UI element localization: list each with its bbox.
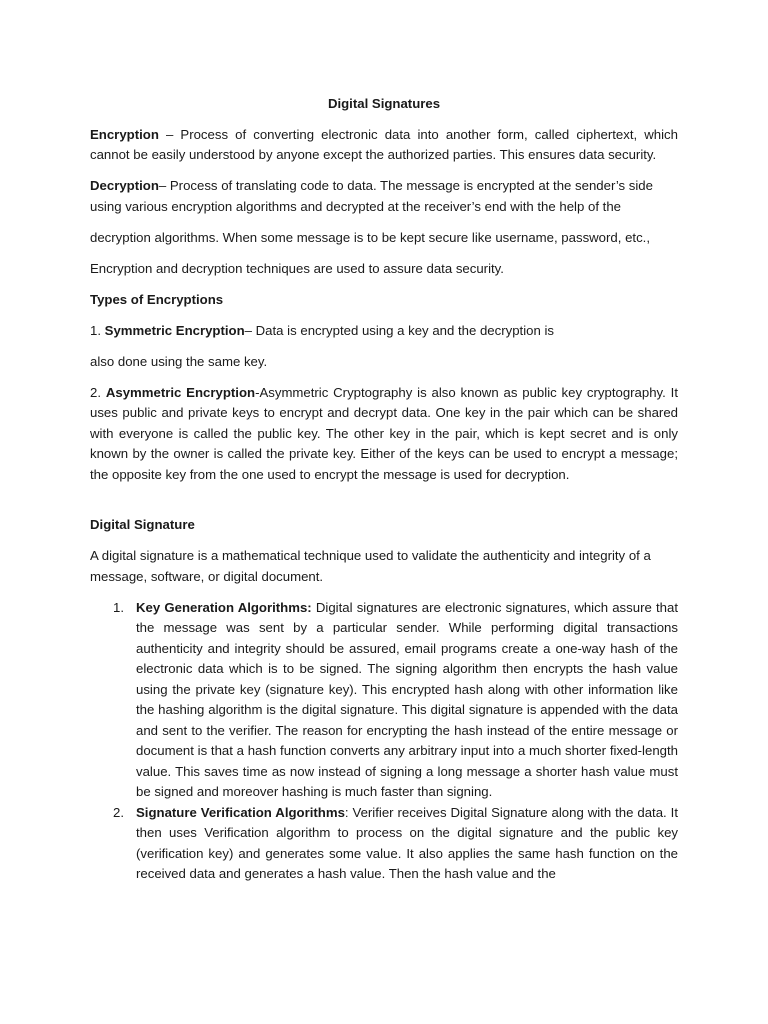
list-item-number: 1. [113,599,124,615]
list-item-term: Signature Verification Algorithms [136,804,345,820]
list-item-number: 2. [113,804,124,820]
decryption-text: – Process of translating code to data. The message is encrypted at the sender’s side using various encryption algorithms and decrypted at the receiver’s end with the help of the [90,178,653,214]
list-item [90,598,678,803]
list-item [90,803,678,885]
encryption-paragraph [90,125,678,166]
decryption-line-3: Encryption and decryption techniques are used to assure data security. [90,260,504,276]
document-page [90,94,678,885]
asymmetric-term: Asymmetric Encryption [105,384,256,400]
symmetric-paragraph [90,321,678,342]
encryption-text: – Process of converting electronic data into another form, called ciphertext, which cannot be easily understood by anyone except the authorized parties. This ensures data security. [90,126,678,162]
digital-signature-intro: A digital signature is a mathematical technique used to validate the authenticity and integrity of a message, software, or digital document. [90,548,651,584]
decryption-paragraph [90,176,678,217]
symmetric-text: – Data is encrypted using a key and the decryption is [244,322,555,338]
types-heading: Types of Encryptions [90,291,224,307]
asymmetric-paragraph [90,383,678,486]
asymmetric-prefix: 2. [90,384,106,400]
list-item-text: : Verifier receives Digital Signature along with the data. It then uses Verification algorithm to process on the digital signature and the public key (verification key) and generates some value. It also applies the same hash function on the received data and generates a hash value. Then the hash value and the [136,804,678,881]
decryption-line-2: decryption algorithms. When some message is to be kept secure like username, password, etc., [90,229,650,245]
algorithm-list [90,598,678,885]
symmetric-prefix: 1. [90,322,105,338]
digital-signature-heading: Digital Signature [90,517,195,532]
encryption-term: Encryption [90,126,159,142]
symmetric-term: Symmetric Encryption [104,322,245,338]
asymmetric-text: -Asymmetric Cryptography is also known as public key cryptography. It uses public and private keys to encrypt and decrypt data. One key in the pair which can be shared with everyone is called the public key. The other key in the pair, which is kept secret and is only known by the owner is called the private key. Either of the keys can be used to encrypt a message; the opposite key from the one used to encrypt the message is used for decryption. [90,384,678,482]
document-title: Digital Signatures [327,96,441,111]
list-item-term: Key Generation Algorithms: [136,599,312,615]
decryption-term: Decryption [90,178,159,193]
symmetric-line-2: also done using the same key. [90,353,268,369]
list-item-text: Digital signatures are electronic signatures, which assure that the message was sent by a particular sender. While performing digital transactions authenticity and integrity should be assured, email programs create a one-way hash of the electronic data which is to be signed. The signing algorithm then encrypts the hash value using the private key (signature key). This encrypted hash along with other information like the hashing algorithm is the digital signature. This digital signature is appended with the data and sent to the verifier. The reason for encrypting the hash instead of the entire message or document is that a hash function converts any arbitrary input into a much shorter fixed-length value. This saves time as now instead of signing a long message a shorter hash value must be signed and moreover hashing is much faster than signing. [136,599,678,799]
